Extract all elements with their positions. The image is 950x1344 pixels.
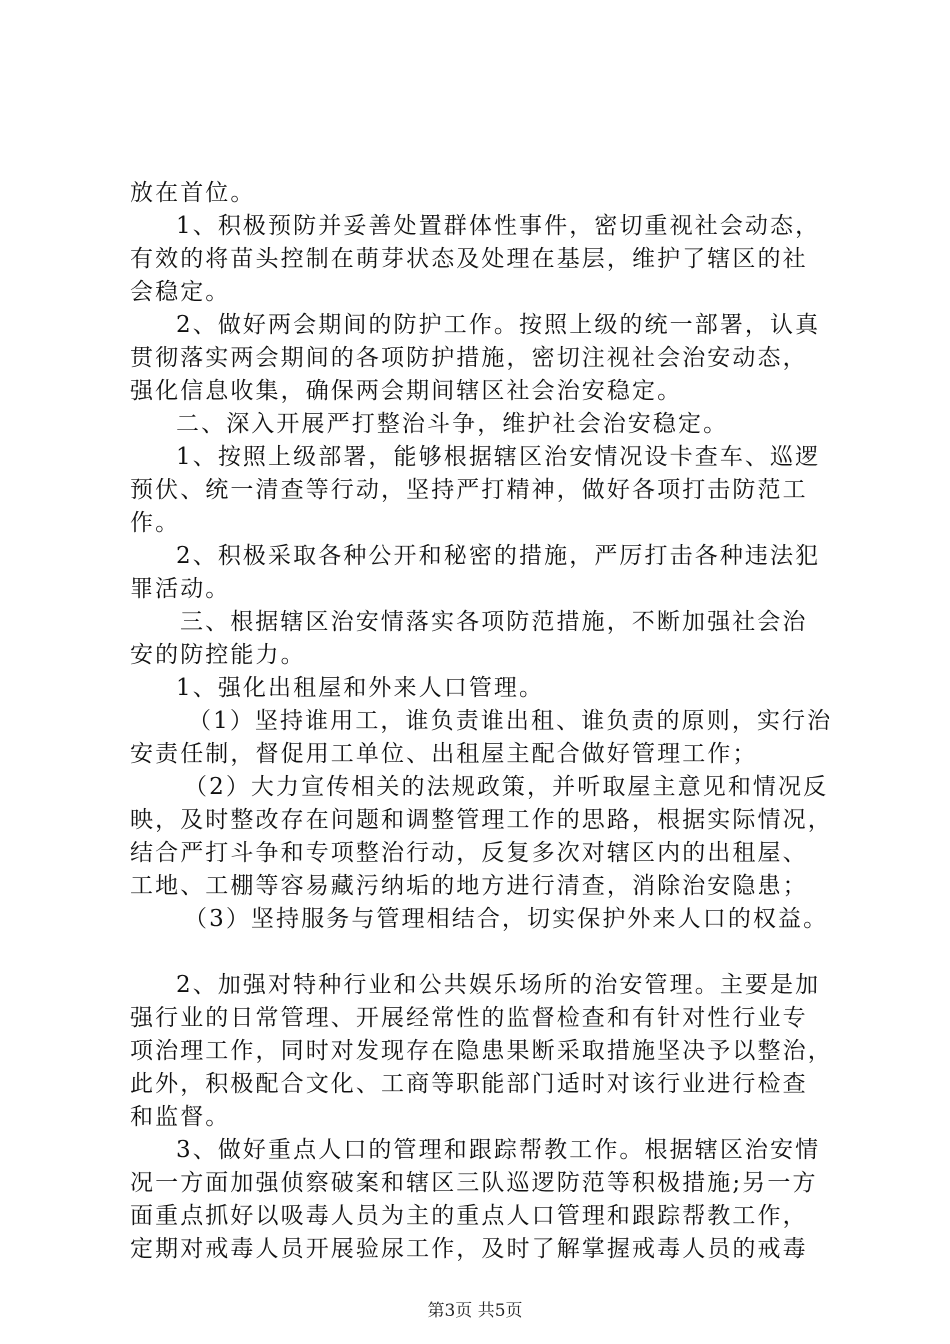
page-number-footer: 第3页 共5页 bbox=[427, 1301, 523, 1321]
text-line: 项治理工作，同时对发现存在隐患果断采取措施坚决予以整治， bbox=[130, 1038, 833, 1064]
text-line: 1、按照上级部署，能够根据辖区治安情况设卡查车、巡逻 bbox=[176, 444, 821, 470]
text-line: 放在首位。 bbox=[130, 180, 256, 206]
text-line: 安责任制，督促用工单位、出租屋主配合做好管理工作； bbox=[130, 741, 758, 767]
text-line: 强行业的日常管理、开展经常性的监督检查和有针对性行业专 bbox=[130, 1005, 808, 1031]
text-line: 2、加强对特种行业和公共娱乐场所的治安管理。主要是加 bbox=[176, 972, 821, 998]
text-line: 安的防控能力。 bbox=[130, 642, 306, 668]
text-line: （1）坚持谁用工，谁负责谁出租、谁负责的原则，实行治 bbox=[188, 708, 833, 734]
text-line: 强化信息收集，确保两会期间辖区社会治安稳定。 bbox=[130, 378, 683, 404]
text-line: 有效的将苗头控制在萌芽状态及处理在基层，维护了辖区的社 bbox=[130, 246, 808, 272]
text-line: 面重点抓好以吸毒人员为主的重点人口管理和跟踪帮教工作， bbox=[130, 1203, 808, 1229]
text-line: 此外，积极配合文化、工商等职能部门适时对该行业进行检查 bbox=[130, 1071, 808, 1097]
section-heading: 二、深入开展严打整治斗争，维护社会治安稳定。 bbox=[176, 411, 729, 437]
text-line: 2、做好两会期间的防护工作。按照上级的统一部署，认真 bbox=[176, 312, 821, 338]
text-line: 1、积极预防并妥善处置群体性事件，密切重视社会动态， bbox=[176, 213, 821, 239]
text-line: 会稳定。 bbox=[130, 279, 231, 305]
text-line: 况一方面加强侦察破案和辖区三队巡逻防范等积极措施;另一方 bbox=[130, 1170, 818, 1196]
text-line: 定期对戒毒人员开展验尿工作，及时了解掌握戒毒人员的戒毒 bbox=[130, 1236, 808, 1262]
text-line: 和监督。 bbox=[130, 1104, 231, 1130]
text-line: 结合严打斗争和专项整治行动，反复多次对辖区内的出租屋、 bbox=[130, 840, 808, 866]
section-heading: 三、根据辖区治安情落实各项防范措施，不断加强社会治 bbox=[180, 609, 808, 635]
text-line: （2）大力宣传相关的法规政策，并听取屋主意见和情况反 bbox=[184, 774, 829, 800]
text-line: 1、强化出租屋和外来人口管理。 bbox=[176, 675, 545, 701]
text-line: 映，及时整改存在问题和调整管理工作的思路，根据实际情况， bbox=[130, 807, 833, 833]
text-line: 作。 bbox=[130, 510, 181, 536]
text-line: 贯彻落实两会期间的各项防护措施，密切注视社会治安动态， bbox=[130, 345, 808, 371]
text-line: 预伏、统一清查等行动，坚持严打精神，做好各项打击防范工 bbox=[130, 477, 808, 503]
text-line: （3）坚持服务与管理相结合，切实保护外来人口的权益。 bbox=[184, 906, 829, 932]
text-line: 工地、工棚等容易藏污纳垢的地方进行清查，消除治安隐患； bbox=[130, 873, 808, 899]
text-line: 3、做好重点人口的管理和跟踪帮教工作。根据辖区治安情 bbox=[176, 1137, 821, 1163]
text-line: 罪活动。 bbox=[130, 576, 231, 602]
text-line: 2、积极采取各种公开和秘密的措施，严厉打击各种违法犯 bbox=[176, 543, 821, 569]
